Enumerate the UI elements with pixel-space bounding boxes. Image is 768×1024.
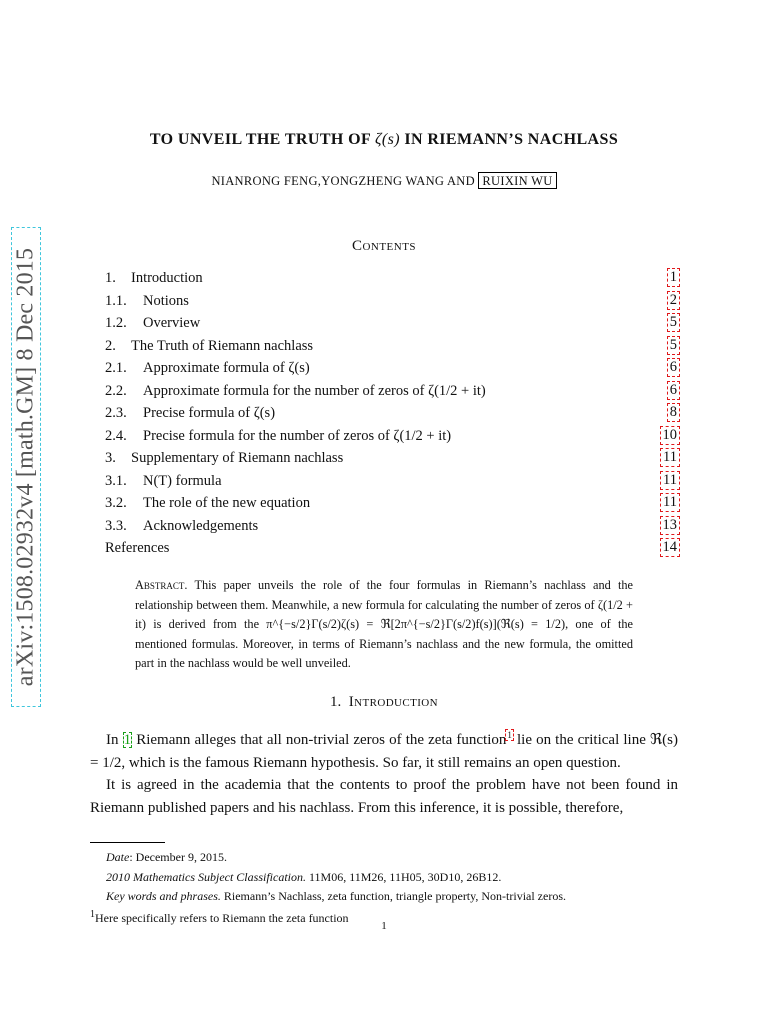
toc-entry[interactable] (105, 470, 679, 493)
footnote-keywords (90, 887, 678, 907)
toc-entry-number: 3.3. (105, 517, 127, 534)
footnote-link[interactable]: 1 (507, 730, 512, 740)
toc-entry[interactable] (105, 515, 679, 538)
toc-entry[interactable] (105, 267, 679, 290)
section-title: Introduction (348, 694, 438, 710)
page-number: 1 (381, 920, 387, 932)
footnote-mark: 1 (90, 908, 95, 920)
paper-title (0, 131, 768, 149)
footnote-value: 11M06, 11M26, 11H05, 30D10, 26B12. (305, 869, 502, 884)
footnote-label: Date (106, 850, 130, 864)
footnote-date (90, 848, 678, 868)
toc-entry[interactable] (105, 312, 679, 335)
toc-entry[interactable] (105, 335, 679, 358)
abstract-label: Abstract. (135, 578, 188, 592)
toc-entry[interactable] (105, 402, 679, 425)
toc-entry-number: 1.1. (105, 292, 127, 309)
arxiv-identifier-text: arXiv:1508.02932v4 [math.GM] 8 Dec 2015 (12, 247, 39, 687)
paragraph (90, 724, 678, 774)
toc-page-link[interactable]: 11 (663, 471, 677, 488)
toc-entry-number: 2.1. (105, 360, 127, 376)
footnote-rule (90, 842, 165, 843)
toc-entry[interactable] (105, 290, 679, 313)
citation-link[interactable]: 1 (123, 732, 132, 748)
paragraph-text: In (106, 732, 123, 748)
toc-page-link[interactable]: 14 (662, 539, 677, 555)
contents-heading: Contents (351, 238, 417, 254)
toc-entry-number: 2. (105, 337, 116, 354)
toc-page-link[interactable]: 1 (669, 269, 677, 285)
toc-entry-number: 3.2. (105, 495, 127, 511)
title-math: ζ(s) (374, 131, 400, 148)
paragraph: It is agreed in the academia that the contents to proof the problem have not been found in Riemann published papers and his nachlass. From this inference, it is possible, therefore, (90, 777, 678, 816)
toc-entry-label: N(T) formula (143, 472, 222, 489)
toc-entry-label: References (105, 540, 170, 556)
toc-entry-number: 3. (105, 450, 116, 466)
footnote-msc (90, 868, 678, 888)
toc-entry-label: Notions (143, 292, 189, 309)
title-text-end: IN RIEMANN’S NACHLASS (399, 131, 619, 148)
toc-page-link[interactable]: 2 (669, 291, 677, 308)
author-list (0, 174, 768, 189)
toc-page-link[interactable]: 5 (669, 314, 677, 330)
toc-entry-label: Precise formula for the number of zeros of ζ(1/2 + it) (143, 427, 452, 444)
toc-entry[interactable] (105, 380, 679, 403)
toc-entry-number: 2.3. (105, 405, 127, 421)
toc-entry-label: Introduction (131, 270, 203, 286)
toc-entry-label: Overview (143, 315, 201, 331)
toc-entry-label: The Truth of Riemann nachlass (131, 337, 314, 354)
authors-text: NIANRONG FENG,YONGZHENG WANG AND (211, 174, 479, 188)
toc-page-link[interactable]: 8 (669, 404, 677, 420)
footnote-text: Here specifically refers to Riemann the zeta function (95, 910, 349, 925)
toc-entry-number: 2.4. (105, 427, 127, 444)
footnote-value: : December 9, 2015. (129, 850, 227, 864)
toc-entry-label: Approximate formula of ζ(s) (143, 360, 310, 376)
toc-page-link[interactable]: 10 (662, 426, 677, 443)
toc-entry-label: Approximate formula for the number of zeros of ζ(1/2 + it) (143, 382, 486, 399)
title-text-start: TO UNVEIL THE TRUTH OF (149, 131, 375, 148)
toc-entry-number: 1. (105, 270, 116, 286)
toc-entry[interactable] (105, 357, 679, 380)
arxiv-identifier[interactable] (12, 228, 40, 706)
toc-entry-label: Precise formula of ζ(s) (143, 405, 276, 421)
toc-page-link[interactable]: 11 (663, 449, 677, 465)
toc-entry-number: 3.1. (105, 472, 127, 489)
table-of-contents (105, 267, 679, 560)
footnote-value: Riemann’s Nachlass, zeta function, triangle property, Non-trivial zeros. (220, 889, 567, 903)
toc-entry[interactable] (105, 492, 679, 515)
section-number: 1. (330, 694, 342, 710)
abstract (135, 576, 633, 674)
toc-page-link[interactable]: 13 (662, 516, 677, 533)
footnote-label: Key words and phrases. (106, 889, 221, 903)
toc-page-link[interactable]: 5 (669, 336, 677, 353)
toc-page-link[interactable]: 6 (669, 381, 677, 398)
toc-page-link[interactable]: 11 (663, 494, 677, 510)
paragraph-text: Riemann alleges that all non-trivial zeros of the zeta function (132, 732, 507, 748)
toc-entry-number: 1.2. (105, 315, 127, 331)
toc-entry-label: The role of the new equation (143, 495, 311, 511)
toc-entry[interactable] (105, 537, 679, 560)
body-text (90, 724, 678, 819)
footnote-label: 2010 Mathematics Subject Classification. (106, 869, 306, 884)
toc-entry[interactable] (105, 447, 679, 470)
section-heading-introduction (0, 694, 768, 711)
author-link[interactable]: RUIXIN WU (478, 172, 556, 189)
toc-page-link[interactable]: 6 (669, 359, 677, 375)
abstract-text: This paper unveils the role of the four formulas in Riemann’s nachlass and the relationship between them. Meanwhile, a new formula for calculating the number of zeros of ζ(1/2 + it) is derived from the π^{−s/2}Γ(s/2)ζ(s) = ℜ[2π^{−s/2}Γ(s/2)f(s)](ℜ(s) = 1/2), one of the mentioned formulas. Moreover, in terms of Riemann’s nachlass and the new formula, the omitted part in the nachlass would be well unveiled. (135, 578, 633, 670)
paragraph-text: lie on the critical line ℜ(s) = 1/2, which is the famous Riemann hypothesis. So far, it still remains an open question. (90, 732, 678, 771)
footnotes (90, 848, 678, 926)
toc-entry-number: 2.2. (105, 382, 127, 399)
toc-entry[interactable] (105, 425, 679, 448)
toc-entry-label: Acknowledgements (143, 517, 259, 534)
toc-entry-label: Supplementary of Riemann nachlass (131, 450, 344, 466)
